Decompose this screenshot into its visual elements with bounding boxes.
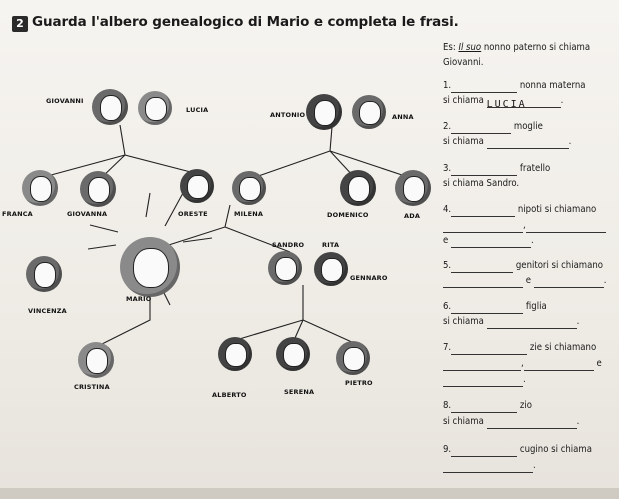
name-domenico: DOMENICO [327,211,369,219]
milena-face-icon [232,171,266,205]
domenico-face-icon [340,170,376,206]
giovanni-grandpa-face-icon [92,89,128,125]
item-8-line-2: si chiama . [443,416,580,427]
name-ada: ADA [404,212,421,220]
antonio-grandpa-face-icon [306,94,342,130]
rita-face-icon [314,252,348,286]
example-handwritten-answer: Il suo [458,42,482,53]
item-3-line-1: 3. fratello [443,163,551,174]
item-5-blank[interactable] [451,262,513,273]
mario-face-icon [120,237,180,297]
name-giovanni-grandpa: GIOVANNI [46,97,84,105]
item-9-line-1: 9. cugino si chiama [443,444,592,455]
item-4-blank[interactable] [451,206,515,217]
name-sandro: SANDRO [272,241,305,249]
example-line-1: Es: Il suo nonno paterno si chiama [443,42,591,53]
name-giovanna: GIOVANNA [67,210,108,218]
item-7-line-3: . [443,372,526,387]
name-cristina: CRISTINA [74,383,110,391]
item-6-line-1: 6. figlia [443,301,547,312]
item-1-blank[interactable] [451,82,517,93]
lucia-grandma-face-icon [138,91,172,125]
name-franca: FRANCA [2,210,33,218]
item-1-line-2: si chiama LUCIA . [443,95,564,110]
item-2-line-2: si chiama . [443,136,572,147]
name-rita: RITA [322,241,340,249]
item-4-line-1: 4. nipoti si chiamano [443,204,597,215]
name-milena: MILENA [234,210,264,218]
item-7-line-2: , e [443,356,602,371]
item-9-line-2: . [443,458,536,473]
item-5-line-2: e . [443,273,606,288]
sandro-face-icon [268,251,302,285]
item-2-line-1: 2. moglie [443,121,543,132]
example-line-2: Giovanni. [443,57,484,68]
vincenza-face-icon [26,256,62,292]
item-8-blank[interactable] [451,402,517,413]
item-1-answer-field[interactable]: LUCIA [487,97,561,108]
page-bottom-edge [0,488,619,499]
cristina-face-icon [78,342,114,378]
oreste-face-icon [180,169,214,203]
pietro-face-icon [336,341,370,375]
giovanna-face-icon [80,171,116,207]
exercise-number: 2 [12,16,28,32]
alberto-face-icon [218,337,252,371]
item-9-blank[interactable] [451,446,517,457]
name-gennaro: GENNARO [350,274,388,282]
item-8-line-1: 8. zio [443,400,532,411]
item-6-blank[interactable] [451,303,523,314]
item-3-line-2: si chiama Sandro. [443,178,520,189]
item-4-line-2: , [443,218,606,233]
item-2-answer-field[interactable] [487,138,569,149]
item-7-line-1: 7. zie si chiamano [443,342,597,353]
name-antonio: ANTONIO [270,111,306,119]
item-3-blank[interactable] [451,165,517,176]
exercise-instruction: Guarda l'albero genealogico di Mario e completa le frasi. [32,14,459,30]
name-serena: SERENA [284,388,315,396]
item-5-line-1: 5. genitori si chiamano [443,260,604,271]
item-4-line-3: e . [443,235,534,246]
ada-face-icon [395,170,431,206]
name-mario: MARIO [126,295,152,303]
name-oreste: ORESTE [178,210,208,218]
anna-grandma-face-icon [352,95,386,129]
name-vincenza: VINCENZA [28,307,67,315]
name-lucia: LUCIA [186,106,209,114]
franca-face-icon [22,170,58,206]
name-pietro: PIETRO [345,379,373,387]
item-1-line-1: 1. nonna materna [443,80,586,91]
family-tree [0,45,440,465]
item-6-line-2: si chiama . [443,316,580,327]
name-anna: ANNA [392,113,414,121]
name-alberto: ALBERTO [212,391,247,399]
item-2-blank[interactable] [451,123,511,134]
item-7-blank[interactable] [451,344,527,355]
serena-face-icon [276,337,310,371]
